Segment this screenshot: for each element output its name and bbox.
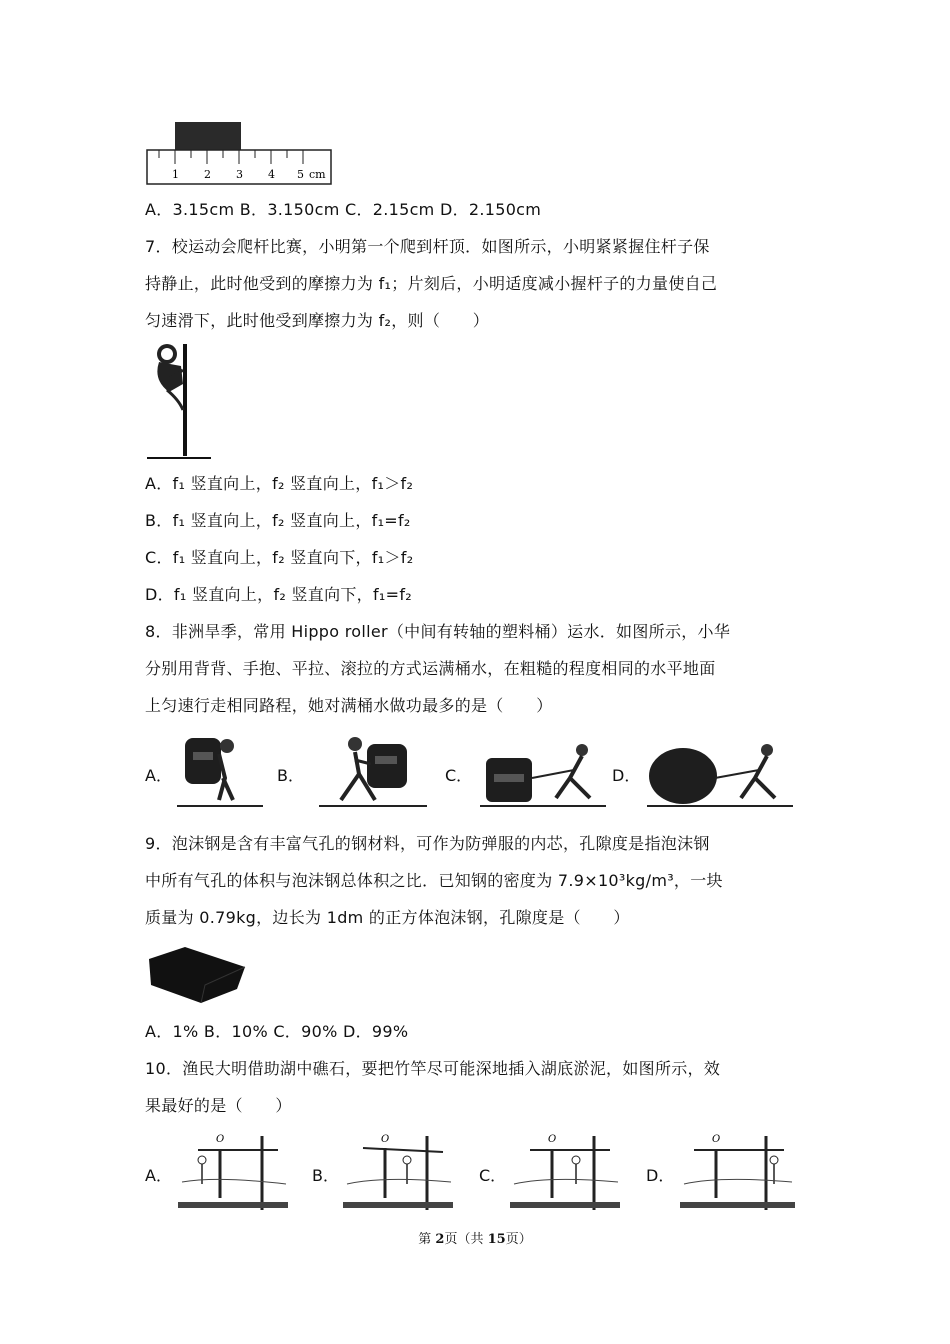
q7-line-3: 匀速滑下，此时他受到摩擦力为 f₂，则（ ） (145, 311, 490, 330)
carry-on-back-figure (175, 734, 265, 812)
page-footer (0, 1228, 950, 1247)
q10-label-b: B． (312, 1166, 339, 1185)
footer-suffix: 页） (505, 1232, 532, 1247)
lever-figure-c (510, 1130, 620, 1212)
lever-figure-d (680, 1130, 795, 1212)
q7-line-2: 持静止，此时他受到的摩擦力为 f₁；片刻后，小明适度减小握杆子的力量使自己 (145, 274, 718, 293)
tick-label-2: 2 (204, 168, 211, 181)
measured-block (175, 122, 241, 152)
q9-line-3: 质量为 0.79kg，边长为 1dm 的正方体泡沫钢，孔隙度是（ ） (145, 908, 630, 927)
total-pages: 15 (487, 1232, 506, 1247)
q10-label-c: C． (479, 1166, 507, 1185)
q7-option-d: D．f₁ 竖直向上，f₂ 竖直向下，f₁=f₂ (145, 585, 412, 604)
q7-line-1: 7．校运动会爬杆比赛，小明第一个爬到杆顶．如图所示，小明紧紧握住杆子保 (145, 237, 710, 256)
tick-label-1: 1 (172, 168, 179, 181)
lever-figure-b (343, 1130, 453, 1212)
foam-steel-cube-figure (145, 945, 250, 1005)
ruler-figure (145, 120, 335, 188)
q8-label-d: D． (612, 766, 641, 785)
q7-option-c: C．f₁ 竖直向上，f₂ 竖直向下，f₁＞f₂ (145, 548, 414, 567)
ruler-unit: cm (309, 168, 326, 181)
q9-options: A．1% B．10% C．90% D．99% (145, 1022, 409, 1041)
footer-prefix: 第 (418, 1232, 436, 1247)
q7-option-a: A．f₁ 竖直向上，f₂ 竖直向上，f₁＞f₂ (145, 474, 414, 493)
roll-pull-figure (645, 740, 795, 812)
q8-line-2: 分别用背背、手抱、平拉、滚拉的方式运满桶水，在粗糙的程度相同的水平地面 (145, 659, 716, 678)
svg-text:O: O (548, 1134, 557, 1145)
svg-text:O: O (381, 1134, 390, 1145)
q10-line-2: 果最好的是（ ） (145, 1096, 292, 1115)
tick-label-3: 3 (236, 168, 243, 181)
q9-line-1: 9．泡沫钢是含有丰富气孔的钢材料，可作为防弹服的内芯，孔隙度是指泡沫钢 (145, 834, 710, 853)
footer-mid: 页（共 (444, 1232, 488, 1247)
q10-label-d: D． (646, 1166, 675, 1185)
tick-label-5: 5 (297, 168, 304, 181)
q8-label-a: A． (145, 766, 172, 785)
q8-line-3: 上匀速行走相同路程，她对满桶水做功最多的是（ ） (145, 696, 553, 715)
pole-climber-figure (145, 340, 215, 462)
q8-line-1: 8．非洲旱季，常用 Hippo roller（中间有转轴的塑料桶）运水．如图所示，小华 (145, 622, 731, 641)
q7-option-b: B．f₁ 竖直向上，f₂ 竖直向上，f₁=f₂ (145, 511, 411, 530)
q8-label-b: B． (277, 766, 304, 785)
q6-options: A．3.15cm B．3.150cm C．2.15cm D．2.150cm (145, 200, 542, 219)
q8-label-c: C． (445, 766, 473, 785)
lever-figure-a (178, 1130, 288, 1212)
svg-text:O: O (712, 1134, 721, 1145)
tick-label-4: 4 (268, 168, 275, 181)
flat-pull-figure (478, 740, 608, 812)
page-number: 2 (435, 1232, 445, 1247)
svg-text:O: O (216, 1134, 225, 1145)
q9-line-2: 中所有气孔的体积与泡沫钢总体积之比．已知钢的密度为 7.9×10³kg/m³，一块 (145, 871, 723, 890)
q10-line-1: 10．渔民大明借助湖中礁石，要把竹竿尽可能深地插入湖底淤泥，如图所示，效 (145, 1059, 721, 1078)
q10-label-a: A． (145, 1166, 172, 1185)
hold-in-arms-figure (315, 734, 430, 812)
